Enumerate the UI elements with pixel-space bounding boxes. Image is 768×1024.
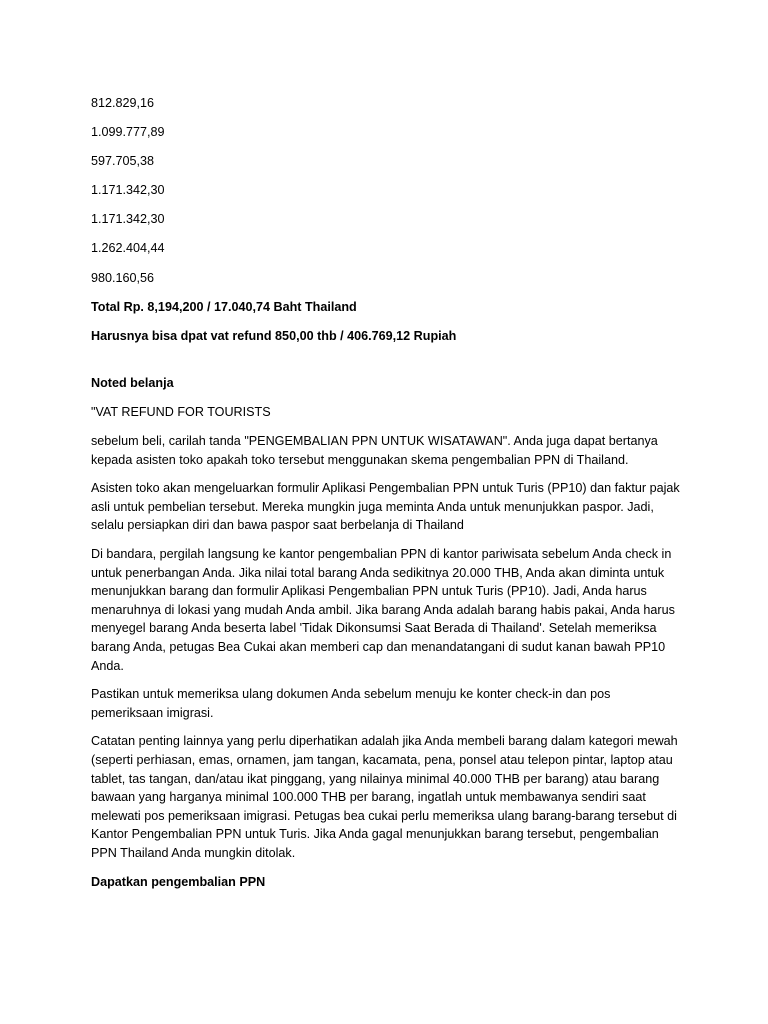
amount-line-2: 1.099.777,89 <box>91 125 165 140</box>
amount-line-5: 1.171.342,30 <box>91 212 165 227</box>
amount-line-6: 1.262.404,44 <box>91 241 165 256</box>
amount-line-1: 812.829,16 <box>91 96 155 110</box>
paragraph-1: sebelum beli, carilah tanda "PENGEMBALIAN PPN UNTUK WISATAWAN". Anda juga dapat bertanya kepada asisten toko apakah toko tersebut menggunakan skema pengembalian PPN di Thailand. <box>91 434 658 467</box>
blank-line <box>91 356 681 374</box>
amount-line-7: 980.160,56 <box>91 270 155 285</box>
total-line: Total Rp. 8,194,200 / 17.040,74 Baht Thailand <box>91 299 357 314</box>
paragraph-2: Asisten toko akan mengeluarkan formulir Aplikasi Pengembalian PPN untuk Turis (PP10) dan faktur pajak asli untuk pembelian tersebut. Mereka mungkin juga meminta Anda untuk menunjukkan paspor. Jadi, selalu persiapkan diri dan bawa paspor saat berbelanja di Thailand <box>91 481 680 533</box>
paragraph-4: Pastikan untuk memeriksa ulang dokumen Anda sebelum menuju ke konter check-in dan pos pemeriksaan imigrasi. <box>91 687 611 720</box>
amount-line-3: 597.705,38 <box>91 154 155 169</box>
amount-line-4: 1.171.342,30 <box>91 183 165 198</box>
paragraph-5: Catatan penting lainnya yang perlu diperhatikan adalah jika Anda membeli barang dalam kategori mewah (seperti perhiasan, emas, ornamen, jam tangan, kacamata, pena, ponsel atau telepon pintar, laptop atau tablet, tas tangan, dan/atau ikat pinggang, yang nilainya minimal 40.000 THB per barang) atau barang bawaan yang harganya minimal 100.000 THB per barang, ingatlah untuk membawanya sendiri saat melewati pos pemeriksaan imigrasi. Petugas bea cukai perlu memeriksa ulang barang-barang tersebut di Kantor Pengembalian PPN untuk Turis. Jika Anda gagal menunjukkan barang tersebut, pengembalian PPN Thailand Anda mungkin ditolak. <box>91 734 678 860</box>
refund-line: Harusnya bisa dpat vat refund 850,00 thb / 406.769,12 Rupiah <box>91 328 457 343</box>
noted-heading: Noted belanja <box>91 375 174 390</box>
document-page <box>91 94 681 902</box>
final-heading: Dapatkan pengembalian PPN <box>91 874 266 889</box>
vat-refund-title: "VAT REFUND FOR TOURISTS <box>91 404 271 419</box>
paragraph-3: Di bandara, pergilah langsung ke kantor pengembalian PPN di kantor pariwisata sebelum Anda check in untuk penerbangan Anda. Jika nilai total barang Anda sedikitnya 20.000 THB, Anda akan diminta untuk menunjukkan barang dan formulir Aplikasi Pengembalian PPN untuk Turis (PP10). Jadi, Anda harus menaruhnya di lokasi yang mudah Anda ambil. Jika barang Anda adalah barang habis pakai, Anda harus menyegel barang Anda beserta label 'Tidak Dikonsumsi Saat Berada di Thailand'. Setelah memeriksa barang Anda, petugas Bea Cukai akan memberi cap dan menandatangani di sudut kanan bawah PP10 Anda. <box>91 547 675 673</box>
